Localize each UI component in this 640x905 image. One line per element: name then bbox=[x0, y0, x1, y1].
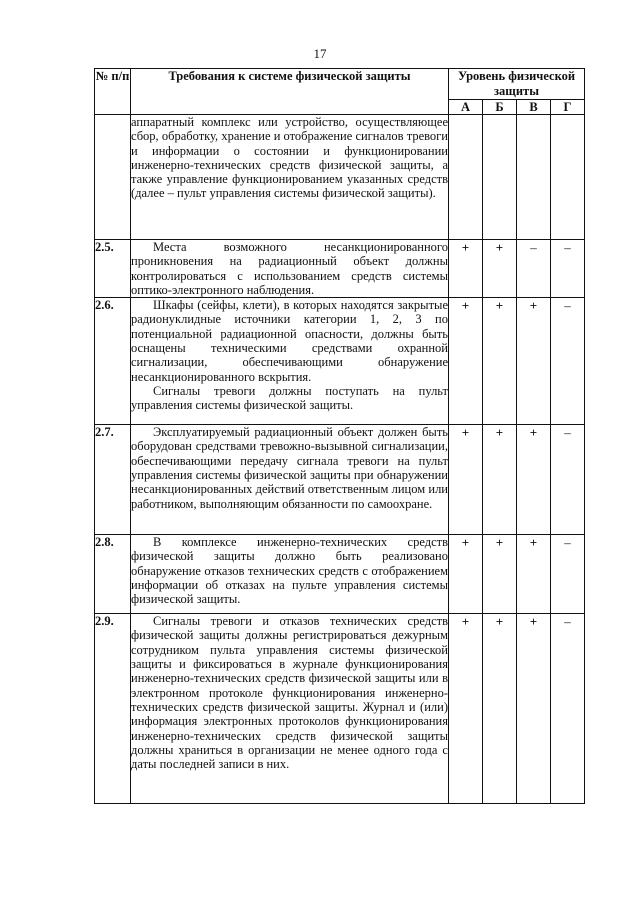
row-number: 2.6. bbox=[95, 298, 131, 425]
requirement-text bbox=[131, 425, 449, 535]
level-b-mark: + bbox=[483, 298, 517, 425]
level-a-mark: + bbox=[449, 240, 483, 298]
page-number: 17 bbox=[313, 46, 327, 61]
level-g-mark: – bbox=[551, 240, 585, 298]
header-level-a: А bbox=[449, 100, 483, 115]
header-level-b: Б bbox=[483, 100, 517, 115]
row-number bbox=[95, 115, 131, 240]
level-b-mark: + bbox=[483, 240, 517, 298]
level-b-mark: + bbox=[483, 614, 517, 804]
header-protection-level: Уровень физической защиты bbox=[449, 69, 585, 100]
table-row bbox=[95, 115, 585, 240]
level-b-mark: + bbox=[483, 535, 517, 614]
requirement-paragraph: Места возможного несанкционированного проникновения на радиационный объект должны контролироваться с использованием средств системы оптико-электронного наблюдения. bbox=[131, 240, 448, 297]
table-row bbox=[95, 298, 585, 425]
level-a-mark: + bbox=[449, 425, 483, 535]
requirements-table bbox=[94, 68, 585, 804]
header-requirements: Требования к системе физической защиты bbox=[131, 69, 449, 115]
table-row bbox=[95, 425, 585, 535]
table-row bbox=[95, 240, 585, 298]
level-g-mark: – bbox=[551, 614, 585, 804]
level-g-mark: – bbox=[551, 425, 585, 535]
header-number: № п/п bbox=[95, 69, 131, 115]
requirement-paragraph: Шкафы (сейфы, клети), в которых находятся закрытые радионуклидные источники категории 1, 2, 3 по потенциальной радиационной опасности, должны быть оснащены техническими средствами охранной сигнализации, обеспечивающими обнаружение несанкционированного вскрытия. bbox=[131, 298, 448, 384]
requirement-paragraph: Сигналы тревоги и отказов технических средств физической защиты должны регистрироваться дежурным сотрудником пульта управления системы физической защиты и фиксироваться в журнале функционирования инженерно-технических средств физической защиты или в электронном протоколе функционирования инженерно-технических средств физической защиты. Журнал и (или) информация электронных протоколов функционирования инженерно-технических средств физической защиты должны храниться в организации не менее одного года с даты последней записи в них. bbox=[131, 614, 448, 772]
row-number: 2.5. bbox=[95, 240, 131, 298]
requirement-text bbox=[131, 240, 449, 298]
level-v-mark: – bbox=[517, 240, 551, 298]
level-v-mark: + bbox=[517, 425, 551, 535]
level-a-mark bbox=[449, 115, 483, 240]
level-g-mark bbox=[551, 115, 585, 240]
table-row bbox=[95, 614, 585, 804]
requirement-paragraph: Сигналы тревоги должны поступать на пульт управления системы физической защиты. bbox=[131, 383, 448, 413]
level-a-mark: + bbox=[449, 614, 483, 804]
header-level-g: Г bbox=[551, 100, 585, 115]
requirement-text bbox=[131, 535, 449, 614]
requirement-text bbox=[131, 115, 449, 240]
row-number: 2.7. bbox=[95, 425, 131, 535]
table-row bbox=[95, 535, 585, 614]
level-g-mark: – bbox=[551, 298, 585, 425]
row-number: 2.9. bbox=[95, 614, 131, 804]
requirement-text bbox=[131, 614, 449, 804]
requirement-paragraph: аппаратный комплекс или устройство, осуществляющее сбор, обработку, хранение и отображение сигналов тревоги и информации о состоянии и функционировании инженерно-технических средств физической защиты, а также управление функционированием указанных средств (далее – пульт управления системы физической защиты). bbox=[131, 115, 448, 201]
requirement-paragraph: В комплексе инженерно-технических средств физической защиты должно быть реализовано обнаружение отказов технических средств с отображением информации об отказах на пульте управления системы физической защиты. bbox=[131, 535, 448, 607]
level-a-mark: + bbox=[449, 298, 483, 425]
level-a-mark: + bbox=[449, 535, 483, 614]
requirement-text bbox=[131, 298, 449, 425]
header-level-v: В bbox=[517, 100, 551, 115]
row-number: 2.8. bbox=[95, 535, 131, 614]
level-b-mark: + bbox=[483, 425, 517, 535]
level-v-mark: + bbox=[517, 298, 551, 425]
level-v-mark bbox=[517, 115, 551, 240]
level-v-mark: + bbox=[517, 535, 551, 614]
requirement-paragraph: Эксплуатируемый радиационный объект должен быть оборудован средствами тревожно-вызывной сигнализации, обеспечивающими передачу сигнала тревоги на пульт управления системы физической защиты при обнаружении несанкционированных действий ответственным лицом или работником, выполняющим обязанности по самоохране. bbox=[131, 425, 448, 511]
level-b-mark bbox=[483, 115, 517, 240]
level-v-mark: + bbox=[517, 614, 551, 804]
level-g-mark: – bbox=[551, 535, 585, 614]
